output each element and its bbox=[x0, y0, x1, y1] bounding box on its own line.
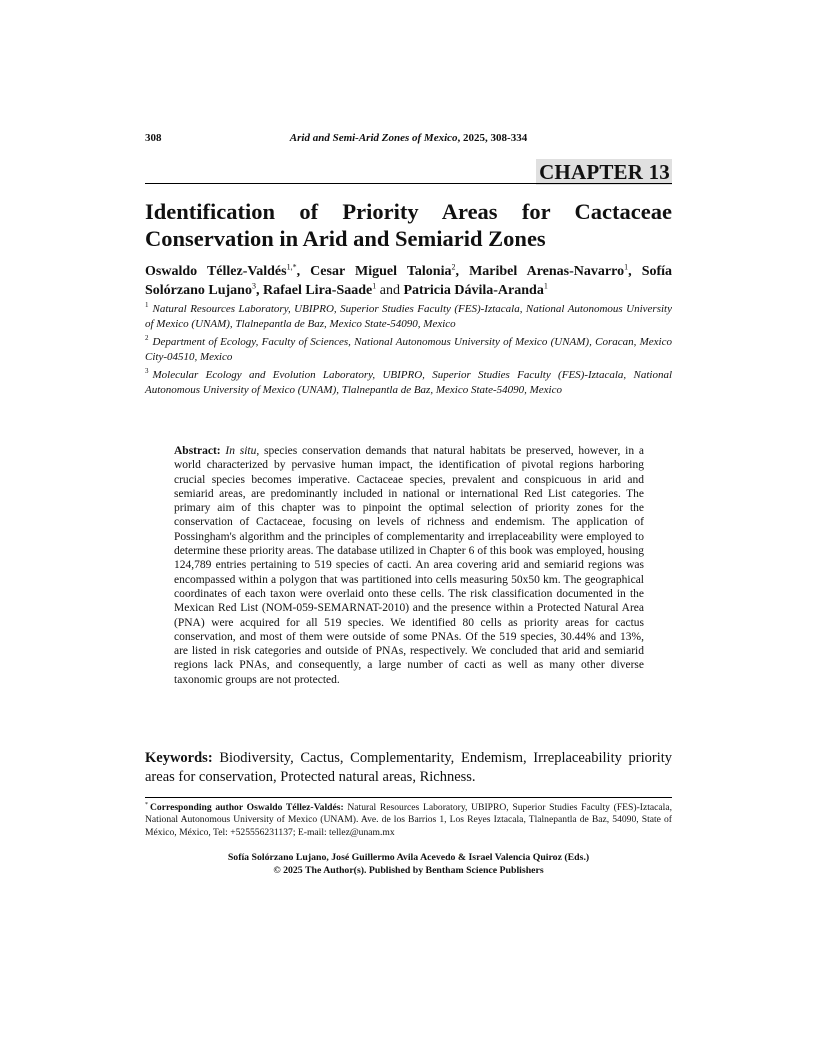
affiliation-text: Natural Resources Laboratory, UBIPRO, Superior Studies Faculty (FES)-Iztacala, National Autonomous University of Mexico (UNAM), Tlalnepantla de Baz, Mexico State-54090, Mexico bbox=[145, 303, 672, 330]
book-editors-block bbox=[145, 852, 672, 877]
affiliation-item bbox=[145, 368, 672, 398]
author-separator: , bbox=[455, 264, 470, 279]
affiliation-number: 1 bbox=[145, 301, 149, 310]
affiliation-item bbox=[145, 302, 672, 332]
footnote-marker: * bbox=[145, 801, 148, 808]
author-name: Patricia Dávila-Aranda bbox=[403, 283, 544, 298]
author-affiliation-mark: 1 bbox=[543, 281, 548, 291]
chapter-title: Identification of Priority Areas for Cactaceae Conservation in Arid and Semiarid Zones bbox=[145, 199, 672, 251]
author-separator: , bbox=[628, 264, 642, 279]
editors-line: Sofía Solórzano Lujano, José Guillermo Avila Acevedo & Israel Valencia Quiroz (Eds.) bbox=[227, 852, 590, 863]
affiliation-number: 3 bbox=[145, 367, 149, 376]
affiliations bbox=[145, 302, 672, 401]
author-affiliation-mark: 1 bbox=[372, 281, 377, 291]
author-separator: , bbox=[296, 264, 311, 279]
footnote-label: Corresponding author Oswaldo Téllez-Valdés: bbox=[150, 802, 344, 813]
author-name: Rafael Lira-Saade bbox=[262, 283, 373, 298]
page-number: 308 bbox=[145, 132, 162, 144]
author-separator: and bbox=[376, 283, 404, 298]
book-title: Arid and Semi-Arid Zones of Mexico bbox=[289, 132, 458, 144]
running-title bbox=[145, 132, 672, 144]
affiliation-number: 2 bbox=[145, 334, 149, 343]
book-info: , 2025, 308-334 bbox=[457, 132, 528, 144]
keywords bbox=[145, 749, 672, 787]
author-list bbox=[145, 262, 672, 300]
author-affiliation-mark: 1,* bbox=[286, 262, 297, 272]
author-name: Oswaldo Téllez-Valdés bbox=[145, 264, 287, 279]
keywords-label: Keywords: bbox=[145, 750, 213, 766]
author-affiliation-mark: 1 bbox=[624, 262, 629, 272]
copyright-line: © 2025 The Author(s). Published by Bentham Science Publishers bbox=[273, 864, 544, 876]
abstract-lead-italic: In situ bbox=[225, 445, 257, 457]
abstract-label: Abstract: bbox=[174, 445, 221, 457]
corresponding-author-footnote bbox=[145, 802, 672, 839]
footnote-text: Natural Resources Laboratory, UBIPRO, Superior Studies Faculty (FES)-Iztacala, National Autonomous University of Mexico (UNAM). Ave. de los Barrios 1, Los Reyes Iztacala, Tlalnepantla de Baz, 54090, State of México, México, Tel: +525556231137; E-mail: tellez@unam.mx bbox=[145, 802, 672, 838]
abstract-text: , species conservation demands that natural habitats be preserved, however, in a world characterized by pervasive human impact, the identification of pivotal regions harboring crucial species becomes imperative. Cactaceae species, prevalent and conspicuous in arid and semiarid areas, are predominantly included in national or international Red List categories. The primary aim of this chapter was to pinpoint the optimal selection of priority zones for the conservation of Cactaceae, focusing on levels of richness and endemism. The application of Possingham's algorithm and the principles of complementarity and irreplaceability were employed to determine these priority areas. The database utilized in Chapter 6 of this book was employed, housing 124,789 entries pertaining to 519 species of cacti. An area covering arid and semiarid regions was encompassed within a polygon that was partitioned into cells measuring 50x50 km. The geographical coordinates of each taxon were overlaid onto these cells. The risk classification documented in the Mexican Red List (NOM-059-SEMARNAT-2010) and the presence within a Protected Natural Area (PNA) were acquired for all 519 species. We identified 80 cells as priority areas for cactus conservation, and most of them were outside of some PNAs. Of the 519 species, 30.44% and 13%, are listed in risk categories and outside of PNAs, respectively. We concluded that arid and semiarid regions lack PNAs, and consequently, a large number of cacti as well as many other diverse taxonomic groups are not protected. bbox=[174, 445, 644, 686]
author-affiliation-mark: 2 bbox=[451, 262, 456, 272]
author-name: Cesar Miguel Talonia bbox=[310, 264, 452, 279]
keywords-text: Biodiversity, Cactus, Complementarity, Endemism, Irreplaceability priority areas for conservation, Protected natural areas, Richness. bbox=[145, 750, 673, 785]
footnote-rule bbox=[145, 797, 672, 798]
chapter-label: CHAPTER 13 bbox=[536, 159, 672, 185]
affiliation-text: Molecular Ecology and Evolution Laboratory, UBIPRO, Superior Studies Faculty (FES)-Iztacala, National Autonomous University of Mexico (UNAM), Tlalnepantla de Baz, Mexico State-54090, Mexico bbox=[145, 369, 672, 396]
author-name: Maribel Arenas-Navarro bbox=[469, 264, 625, 279]
affiliation-item bbox=[145, 335, 672, 365]
abstract bbox=[174, 444, 644, 687]
author-name: Sofía Solórzano Lujano bbox=[145, 264, 673, 298]
affiliation-text: Department of Ecology, Faculty of Sciences, National Autonomous University of Mexico (UNAM), Coracan, Mexico City-04510, Mexico bbox=[145, 336, 672, 363]
header-rule bbox=[145, 183, 672, 184]
author-separator: , bbox=[255, 283, 263, 298]
author-affiliation-mark: 3 bbox=[251, 281, 256, 291]
